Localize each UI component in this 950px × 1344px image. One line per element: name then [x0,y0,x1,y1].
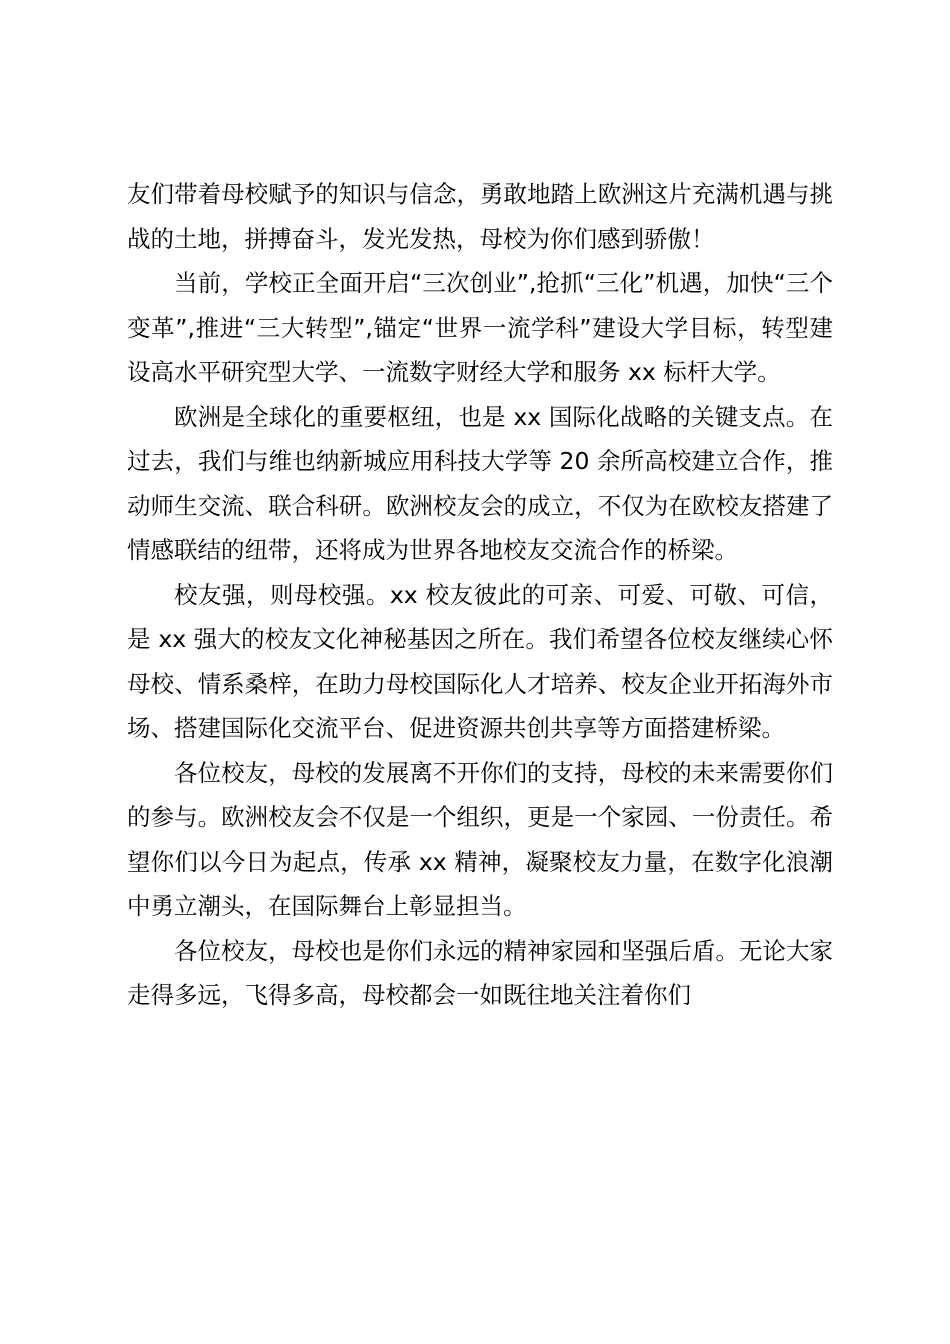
paragraph-5: 各位校友，母校的发展离不开你们的支持，母校的未来需要你们的参与。欧洲校友会不仅是一个组织，更是一个家园、一份责任。希望你们以今日为起点，传承 xx 精神，凝聚校友力量，在数字化浪潮中勇立潮头，在国际舞台上彰显担当。 [127,758,833,920]
paragraph-4: 校友强，则母校强。xx 校友彼此的可亲、可爱、可敬、可信， 是 xx 强大的校友文化神秘基因之所在。我们希望各位校友继续心怀母校、情系桑梓，在助力母校国际化人才培养、校友企业开拓海外市场、搭建国际化交流平台、促进资源共创共享等方面搭建桥梁。 [127,580,833,742]
document-body [127,172,833,1018]
paragraph-6: 各位校友，母校也是你们永远的精神家园和坚强后盾。无论大家走得多远，飞得多高，母校都会一如既往地关注着你们 [127,936,833,1009]
paragraph-3: 欧洲是全球化的重要枢纽，也是 xx 国际化战略的关键支点。在过去，我们与维也纳新城应用科技大学等 20 余所高校建立合作，推动师生交流、联合科研。欧洲校友会的成立，不仅为在欧校友搭建了情感联结的纽带，还将成为世界各地校友交流合作的桥梁。 [127,402,833,564]
paragraph-1: 友们带着母校赋予的知识与信念，勇敢地踏上欧洲这片充满机遇与挑战的土地，拼搏奋斗，发光发热，母校为你们感到骄傲！ [127,180,833,253]
paragraph-2: 当前，学校正全面开启“三次创业”,抢抓“三化”机遇，加快“三个变革”,推进“三大转型”,锚定“世界一流学科”建设大学目标，转型建设高水平研究型大学、一流数字财经大学和服务 xx 标杆大学。 [127,269,833,386]
